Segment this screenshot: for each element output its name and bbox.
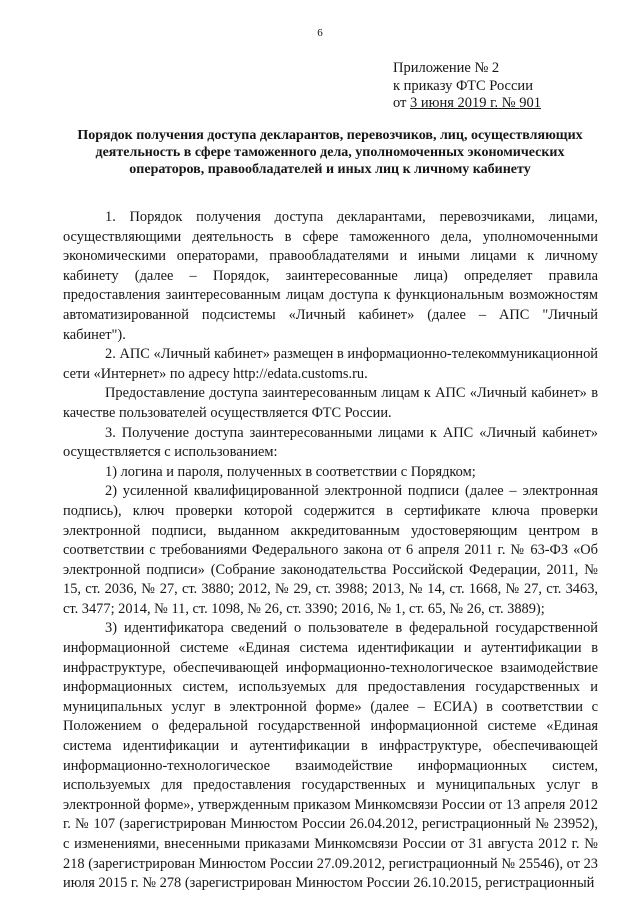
appendix-line-3 — [393, 95, 541, 113]
paragraph-3: Предоставление доступа заинтересованным лицам к АПС «Личный кабинет» в качестве пользователей осуществляется ФТС России. — [63, 385, 598, 421]
appendix-date: 3 июня 2019 г. — [410, 95, 499, 111]
appendix-header — [393, 60, 541, 113]
appendix-date-prefix: от — [393, 95, 411, 111]
paragraph-2: 2. АПС «Личный кабинет» размещен в информационно-телекоммуникационной сети «Интернет» по адресу http://edata.customs.ru. — [63, 346, 598, 382]
paragraph-4: 3. Получение доступа заинтересованными лицами к АПС «Личный кабинет» осуществляется с использованием: — [63, 424, 598, 461]
document-title: Порядок получения доступа декларантов, перевозчиков, лиц, осуществляющих деятельность в сфере таможенного дела, уполномоченных экономических операторов, правообладателей и иных лиц к личному кабинету — [77, 128, 583, 177]
paragraph-7: 3) идентификатора сведений о пользователе в федеральной государственной информационной системе «Единая система идентификации и аутентификации в инфраструктуре, обеспечивающей информационно-технологическое взаимодействие информационных систем, используемых для предоставления государственных и муниципальных услуг в электронной форме» (далее – ЕСИА) в соответствии с Положением о федеральной государственной информационной системе «Единая система идентификации и аутентификации в инфраструктуре, обеспечивающей информационно-технологическое взаимодействие информационных систем, используемых для предоставления государственных и муниципальных услуг в электронной форме», утвержденным приказом Минкомсвязи России от 13 апреля 2012 г. № 107 (зарегистрирован Минюстом России 26.04.2012, регистрационный № 23952), с изменениями, внесенными приказами Минкомсвязи России от 31 августа 2012 г. № 218 (зарегистрирован Минюстом России 27.09.2012, регистрационный № 25546), от 23 июля 2015 г. № 278 (зарегистрирован Минюстом России 26.10.2015, регистрационный — [63, 620, 598, 892]
appendix-line-2: к приказу ФТС России — [393, 77, 533, 94]
paragraph-1: 1. Порядок получения доступа декларантами, перевозчиками, лицами, осуществляющими деятельность в сфере таможенного дела, уполномоченными экономическими операторами, правообладателями и иными лицами к личному кабинету (далее – Порядок, заинтересованные лица) определяет правила предоставления заинтересованным лицам доступа к функциональным возможностям автоматизированной подсистемы «Личный кабинет» (далее – АПС "Личный кабинет"). — [63, 209, 598, 343]
appendix-number: 901 — [519, 95, 541, 111]
page-number: 6 — [317, 27, 323, 39]
paragraph-5: 1) логина и пароля, полученных в соответствии с Порядком; — [105, 463, 476, 480]
appendix-number-prefix: № — [498, 95, 520, 111]
paragraph-6: 2) усиленной квалифицированной электронной подписи (далее – электронная подпись), ключ проверки которой содержится в сертификате ключа проверки электронной подписи, выданном аккредитованным удостоверяющим центром в соответствии с требованиями Федерального закона от 6 апреля 2011 г. № 63-ФЗ «Об электронной подписи» (Собрание законодательства Российской Федерации, 2011, № 15, ст. 2036, № 27, ст. 3880; 2012, № 29, ст. 3988; 2013, № 14, ст. 1668, № 27, ст. 3463, ст. 3477; 2014, № 11, ст. 1098, № 26, ст. 3390; 2016, № 1, ст. 65, № 26, ст. 3889); — [63, 483, 598, 617]
document-body — [63, 208, 598, 894]
appendix-line-1: Приложение № 2 — [393, 60, 500, 76]
